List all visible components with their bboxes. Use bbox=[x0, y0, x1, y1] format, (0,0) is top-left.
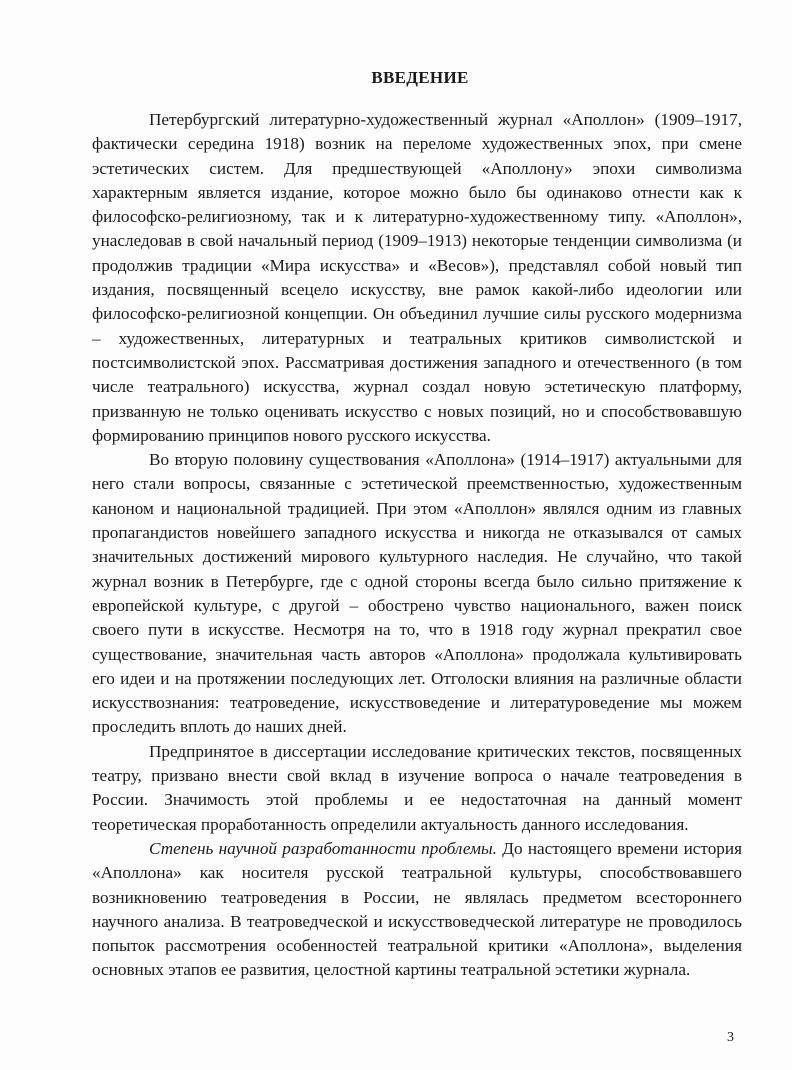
page-number: 3 bbox=[727, 1030, 734, 1045]
paragraph-3: Предпринятое в диссертации исследование критических текстов, посвященных театру, призвано внести свой вклад в изучение вопроса о начале театроведения в России. Значимость этой проблемы и ее недостаточная на данный момент теоретическая проработанность определили актуальность данного исследования. bbox=[92, 741, 742, 834]
paragraph-4-italic-heading: Степень научной разработанности проблемы. bbox=[149, 838, 497, 858]
section-title: ВВЕДЕНИЕ bbox=[371, 68, 469, 87]
paragraph-4 bbox=[92, 837, 742, 983]
paragraph-1: Петербургский литературно-художественный журнал «Аполлон» (1909–1917, фактически середина 1918) возник на переломе художественных эпох, при смене эстетических систем. Для предшествующей «Аполлону» эпохи символизма характерным является издание, которое можно было бы одинаково отнести как к философско-религиозному, так и к литературно-художественному типу. «Аполлон», унаследовав в свой начальный период (1909–1913) некоторые тенденции символизма (и продолжив традиции «Мира искусства» и «Весов»), представлял собой новый тип издания, посвященный всецело искусству, вне рамок какой-либо идеологии или философско-религиозной концепции. Он объединил лучшие силы русского модернизма – художественных, литературных и театральных критиков символистской и постсимволистской эпох. Рассматривая достижения западного и отечественного (в том числе театрального) искусства, журнал создал новую эстетическую платформу, призванную не только оценивать искусство с новых позиций, но и способствовавшую формированию принципов нового русского искусства. bbox=[92, 110, 742, 445]
paragraph-2: Во вторую половину существования «Аполлона» (1914–1917) актуальными для него стали вопросы, связанные с эстетической преемственностью, художественным каноном и национальной традицией. При этом «Аполлон» являлся одним из главных пропагандистов новейшего западного искусства и никогда не отказывался от самых значительных достижений мирового культурного наследия. Не случайно, что такой журнал возник в Петербурге, где с одной стороны всегда было сильно притяжение к европейской культуре, с другой – обострено чувство национального, важен поиск своего пути в искусстве. Несмотря на то, что в 1918 году журнал прекратил свое существование, значительная часть авторов «Аполлона» продолжала культивировать его идеи и на протяжении последующих лет. Отголоски влияния на различные области искусствознания: театроведение, искусствоведение и литературоведение мы можем проследить вплоть до наших дней. bbox=[92, 450, 742, 737]
paragraph-4-text: До настоящего времени история «Аполлона» как носителя русской театральной культуры, способствовавшего возникновению театроведения в России, не являлась предметом всестороннего научного анализа. В театроведческой и искусствоведческой литературе не проводилось попыток рассмотрения особенностей театральной критики «Аполлона», выделения основных этапов ее развития, целостной картины театральной эстетики журнала. bbox=[92, 838, 742, 980]
body-text bbox=[92, 108, 742, 983]
